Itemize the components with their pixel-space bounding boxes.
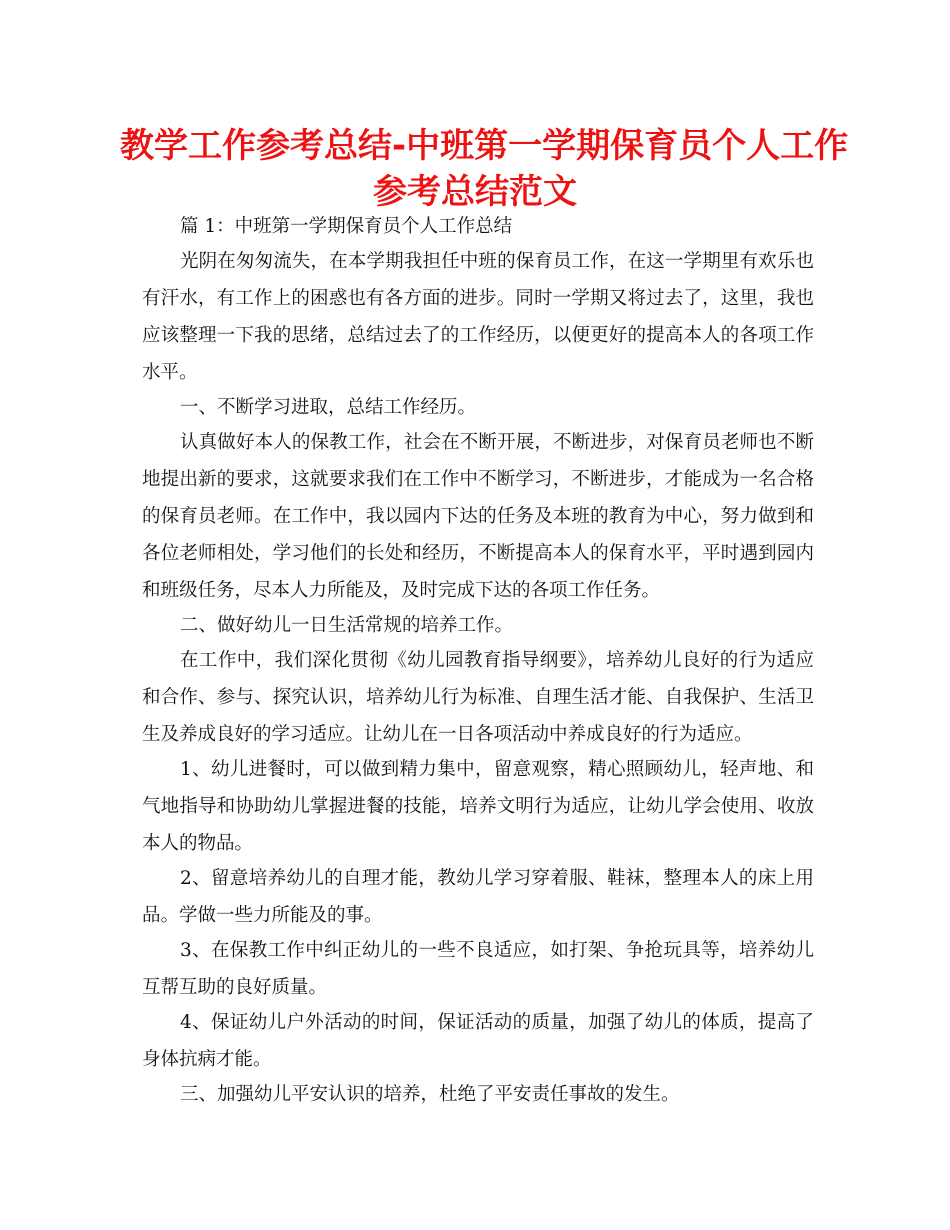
paragraph-line: 各位老师相处，学习他们的长处和经历，不断提高本人的保育水平，平时遇到园内 [142, 543, 814, 564]
paragraph-line: 和班级任务，尽本人力所能及，及时完成下达的各项工作任务。 [142, 580, 661, 601]
section-heading: 三、加强幼儿平安认识的培养，杜绝了平安责任事故的发生。 [180, 1084, 680, 1105]
paragraph-line: 有汗水，有工作上的困惑也有各方面的进步。同时一学期又将过去了，这里，我也 [142, 288, 814, 309]
paragraph-line: 生及养成良好的学习适应。让幼儿在一日各项活动中养成良好的行为适应。 [142, 724, 753, 745]
paragraph-line: 认真做好本人的保教工作，社会在不断开展，不断进步，对保育员老师也不断 [180, 432, 814, 453]
paragraph-line: 地提出新的要求，这就要求我们在工作中不断学习，不断进步，才能成为一名合格 [142, 469, 814, 490]
document-title-line-1: 教学工作参考总结-中班第一学期保育员个人工作 [120, 126, 849, 166]
paragraph-line: 互帮互助的良好质量。 [142, 977, 328, 998]
paragraph-line: 本人的物品。 [142, 833, 254, 854]
paragraph-line: 水平。 [142, 362, 198, 383]
paragraph-line: 3、在保教工作中纠正幼儿的一些不良适应，如打架、争抢玩具等，培养幼儿 [180, 940, 814, 961]
section-heading: 二、做好幼儿一日生活常规的培养工作。 [180, 615, 514, 636]
section-heading: 一、不断学习进取，总结工作经历。 [180, 397, 477, 418]
paragraph-line: 光阴在匆匆流失，在本学期我担任中班的保育员工作，在这一学期里有欢乐也 [180, 251, 814, 272]
paragraph-line: 品。学做一些力所能及的事。 [142, 905, 383, 926]
paragraph-line: 在工作中，我们深化贯彻《幼儿园教育指导纲要》，培养幼儿良好的行为适应 [180, 650, 814, 671]
document-title-line-2: 参考总结范文 [373, 172, 577, 212]
paragraph-line: 应该整理一下我的思绪，总结过去了的工作经历，以便更好的提高本人的各项工作 [142, 325, 814, 346]
paragraph-line: 1、幼儿进餐时，可以做到精力集中，留意观察，精心照顾幼儿，轻声地、和 [180, 759, 814, 780]
paragraph-line: 4、保证幼儿户外活动的时间，保证活动的质量，加强了幼儿的体质，提高了 [180, 1012, 814, 1033]
paragraph-line: 2、留意培养幼儿的自理才能，教幼儿学习穿着服、鞋袜，整理本人的床上用 [180, 868, 814, 889]
paragraph-line: 的保育员老师。在工作中，我以园内下达的任务及本班的教育为中心，努力做到和 [142, 506, 814, 527]
paragraph-line: 篇 1：中班第一学期保育员个人工作总结 [180, 216, 513, 237]
paragraph-line: 身体抗病才能。 [142, 1049, 272, 1070]
paragraph-line: 和合作、参与、探究认识，培养幼儿行为标准、自理生活才能、自我保护、生活卫 [142, 687, 814, 708]
paragraph-line: 气地指导和协助幼儿掌握进餐的技能，培养文明行为适应，让幼儿学会使用、收放 [142, 796, 814, 817]
